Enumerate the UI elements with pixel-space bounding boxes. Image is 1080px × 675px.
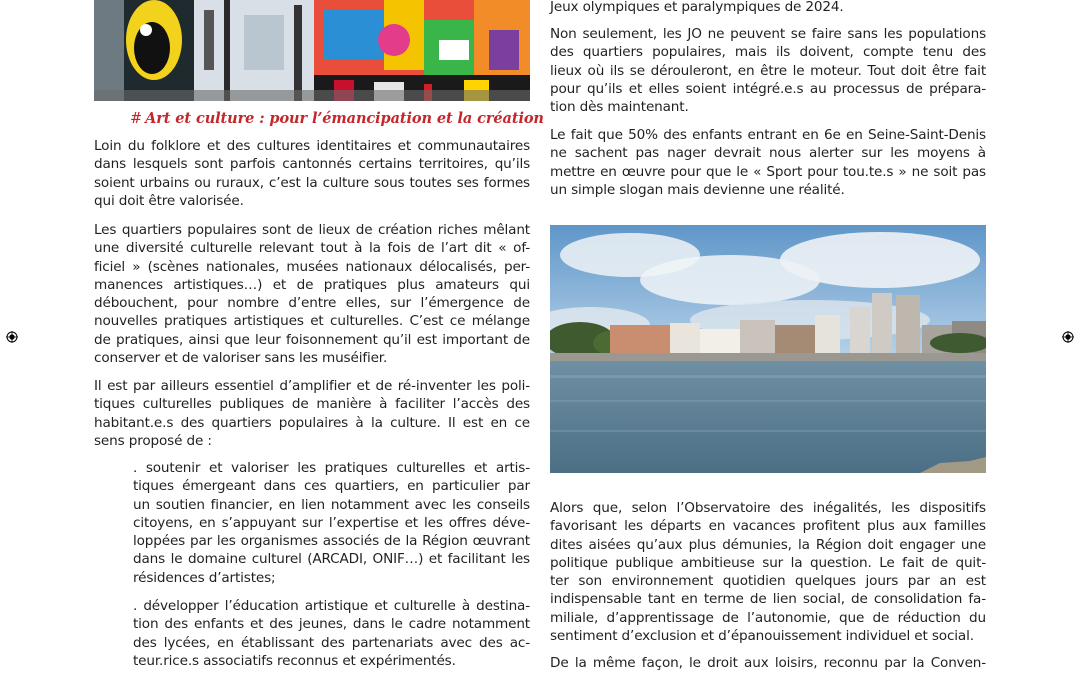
text-line: teur.rice.s associatifs reconnus et expérimentés. — [133, 652, 456, 669]
section-title: Art et culture : pour l’émancipation et la création — [145, 110, 544, 127]
paragraph-jo-quartiers — [550, 25, 986, 116]
text-line: lieux où ils se dérouleront, en être le moteur. Tout doit être fait — [550, 62, 986, 79]
paragraph-jeux-olympiques-end — [550, 0, 986, 16]
hashtag-symbol: # — [130, 111, 143, 127]
text-line: Non seulement, les JO ne peuvent se faire sans les populations — [550, 26, 986, 42]
text-line: . développer l’éducation artistique et culturelle à destina- — [133, 598, 530, 614]
text-line: des lycées, en établissant des partenariats avec des ac- — [133, 634, 530, 651]
paragraph-vacances — [550, 499, 986, 645]
text-line: Loin du folklore et des cultures identitaires et communautaires — [94, 138, 530, 154]
text-line: habitant.e.s des quartiers populaires à la culture. Il est en ce — [94, 414, 530, 431]
section-heading — [130, 110, 550, 127]
text-line: dites aisées qu’aux plus démunies, la Région doit engager une — [550, 536, 986, 553]
text-line: qui doit être valorisée. — [94, 192, 244, 209]
text-line: De la même façon, le droit aux loisirs, reconnu par la Conven- — [550, 655, 986, 671]
text-line: miliale, d’apprentissage de l’autonomie, que de réduction du — [550, 609, 986, 626]
text-line: ne sachent pas nager devrait nous alerter sur les moyens à — [550, 145, 986, 162]
text-line: ter son environnement quotidien quelques jours par an est — [550, 573, 986, 590]
text-line: une diversité culturelle relevant tout à la fois de l’art dit « of- — [94, 240, 530, 257]
bullet-education-artistique — [133, 597, 530, 670]
paragraph-quartiers-creation — [94, 221, 530, 367]
text-line: favorisant les départs en vacances profitent plus aux familles — [550, 518, 986, 535]
text-line: un soutien financier, en lien notamment avec les conseils — [133, 496, 530, 513]
text-line: dans le domaine culturel (ARCADI, ONIF…) et facilitant les — [133, 551, 530, 568]
text-line: . soutenir et valoriser les pratiques culturelles et artis- — [133, 460, 530, 476]
paragraph-natation-enfants — [550, 126, 986, 199]
street-art-mural-photo — [94, 0, 530, 101]
text-line: tion dès maintenant. — [550, 99, 689, 116]
text-line: de pratiques, ainsi que leur foisonnement qu’il est important de — [94, 331, 530, 348]
text-line: Les quartiers populaires sont de lieux de création riches mêlant — [94, 222, 530, 238]
text-line: un simple slogan mais devienne une réalité. — [550, 181, 845, 198]
text-line: pour qu’ils et elles soient intégré.e.s au processus de prépara- — [550, 80, 986, 97]
registration-mark-icon — [6, 331, 18, 343]
text-line: Jeux olympiques et paralympiques de 2024. — [550, 0, 844, 15]
river-cityscape-photo — [550, 225, 986, 473]
text-line: citoyens, en s’appuyant sur l’expertise et les offres déve- — [133, 514, 530, 531]
text-line: résidences d’artistes; — [133, 569, 276, 586]
text-line: des quartiers populaires, mais ils doivent, compte tenu des — [550, 44, 986, 61]
text-line: mettre en œuvre pour que le « Sport pour tou.te.s » ne soit pas — [550, 163, 986, 180]
text-line: sens proposé de : — [94, 432, 212, 449]
registration-mark-icon — [1062, 331, 1074, 343]
text-line: loppées par les organismes associés de la Région œuvrant — [133, 533, 530, 550]
text-line: indispensable tant en terme de lien social, de consolidation fa- — [550, 591, 986, 608]
text-line: nouvelles pratiques artistiques et culturelles. C’est ce mélange — [94, 313, 530, 330]
text-line: politique publique ambitieuse sur la question. Le fait de quit- — [550, 554, 986, 571]
text-line: Il est par ailleurs essentiel d’amplifier et de ré-inventer les poli- — [94, 378, 530, 394]
text-line: tiques culturelles publiques de manière à faciliter l’accès des — [94, 396, 530, 413]
paragraph-culture-intro — [94, 137, 530, 210]
text-line: tiques émergeant dans ces quartiers, en particulier par — [133, 478, 530, 495]
bullet-soutenir-pratiques — [133, 459, 530, 587]
text-line: Alors que, selon l’Observatoire des inégalités, les dispositifs — [550, 500, 986, 516]
text-line: sentiment d’exclusion et d’épanouissement individuel et social. — [550, 628, 974, 645]
text-line: ficiel » (scènes nationales, musées nationaux délocalisés, per- — [94, 258, 530, 275]
text-line: soient urbains ou ruraux, c’est la culture sous toutes ses formes — [94, 174, 530, 191]
text-line: dans lesquels sont parfois cantonnés certains territoires, qu’ils — [94, 156, 530, 173]
text-line: manences artistiques…) et de pratiques plus amateurs qui — [94, 276, 530, 293]
text-line: débouchent, pour nombre d’entre elles, sur l’émergence de — [94, 295, 530, 312]
paragraph-politiques-culturelles — [94, 377, 530, 450]
text-line: Le fait que 50% des enfants entrant en 6e en Seine-Saint-Denis — [550, 127, 986, 143]
text-line: tion des enfants et des jeunes, dans le cadre notamment — [133, 616, 530, 633]
text-line: conserver et de valoriser sans les muséifier. — [94, 350, 388, 367]
paragraph-droit-loisirs — [550, 654, 986, 672]
